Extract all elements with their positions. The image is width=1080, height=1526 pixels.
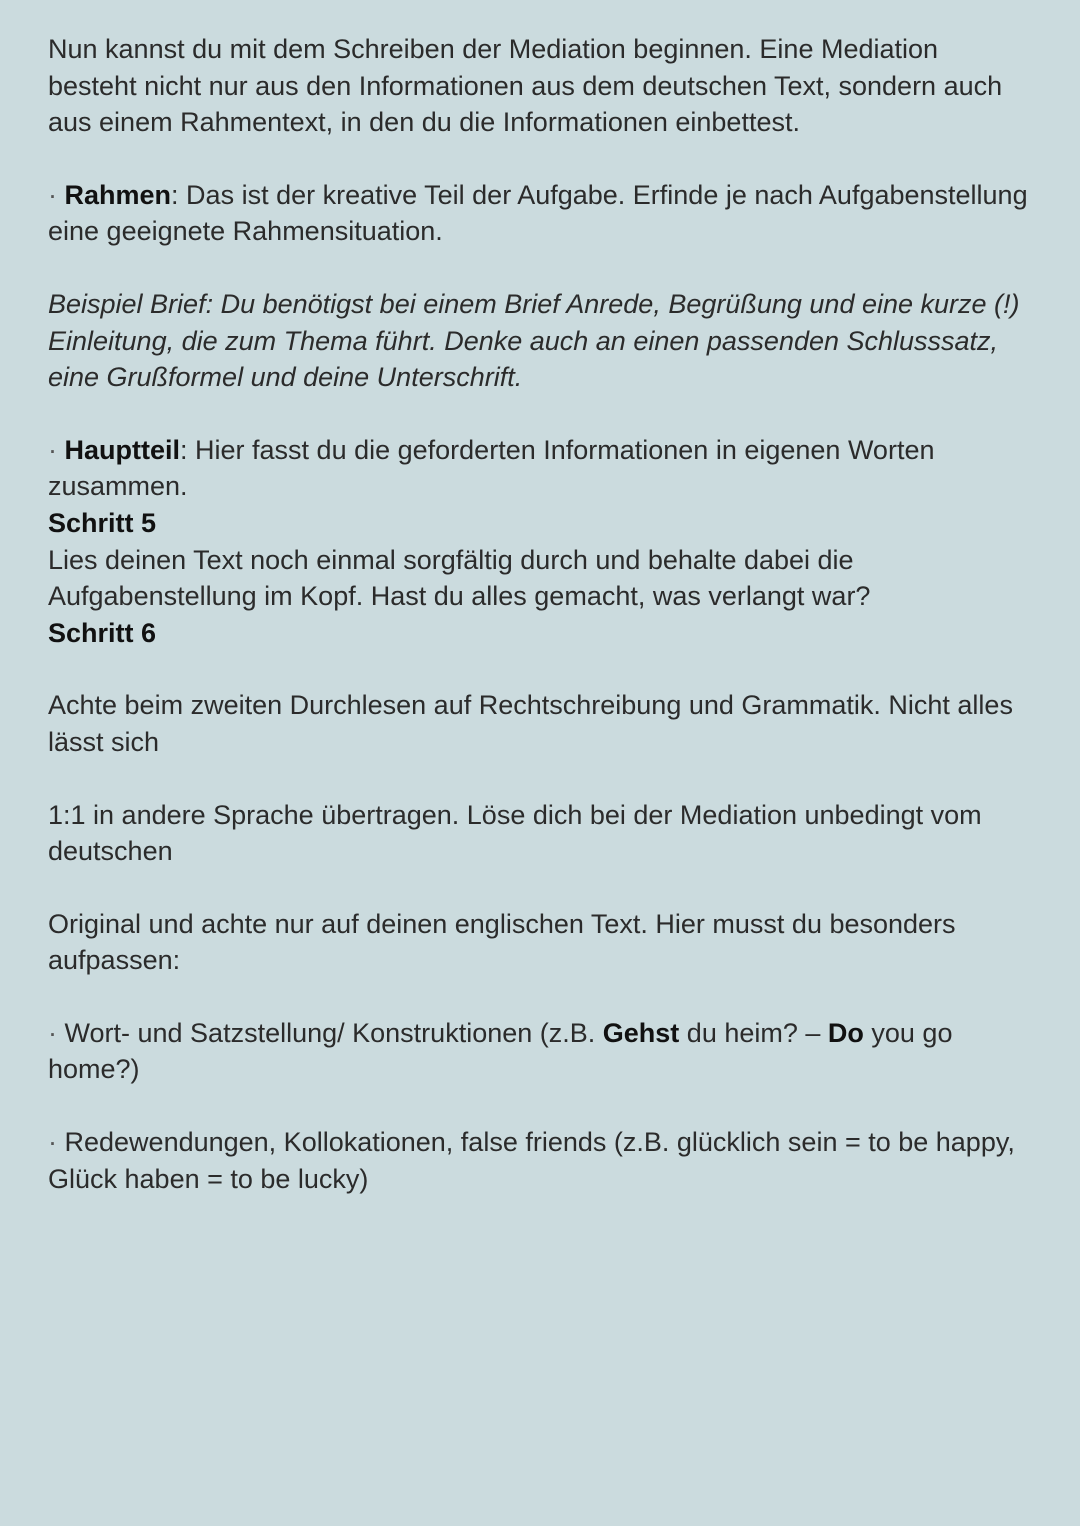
schritt6-paragraph-3: Original und achte nur auf deinen englischen Text. Hier musst du besonders aufpassen: xyxy=(48,908,956,976)
bullet-dot: · xyxy=(48,1017,57,1048)
rahmen-term: Rahmen xyxy=(64,179,172,210)
rahmen-bullet xyxy=(48,177,1032,250)
tip-idioms xyxy=(48,1124,1032,1197)
tip1-mid: du heim? – xyxy=(679,1017,828,1048)
schritt5-heading: Schritt 5 xyxy=(48,507,157,538)
tip-word-order xyxy=(48,1015,1032,1088)
hauptteil-term: Hauptteil xyxy=(64,434,181,465)
rahmen-text: : Das ist der kreative Teil der Aufgabe. Erfinde je nach Aufgabenstellung eine geeignete Rahmensituation. xyxy=(48,179,1028,247)
schritt5-paragraph: Lies deinen Text noch einmal sorgfältig durch und behalte dabei die Aufgabenstellung im Kopf. Hast du alles gemacht, was verlangt war? xyxy=(48,544,871,612)
schritt6-heading: Schritt 6 xyxy=(48,617,157,648)
tip2-text: Redewendungen, Kollokationen, false friends (z.B. glücklich sein = to be happy, Glück haben = to be lucky) xyxy=(48,1127,1015,1194)
tip1-bold-gehst: Gehst xyxy=(602,1017,680,1048)
schritt6-paragraph-2: 1:1 in andere Sprache übertragen. Löse dich bei der Mediation unbedingt vom deutschen xyxy=(48,799,982,867)
bullet-dot: · xyxy=(48,179,57,210)
hauptteil-text: : Hier fasst du die geforderten Informationen in eigenen Worten zusammen. xyxy=(48,434,935,502)
bullet-dot: · xyxy=(48,1127,57,1158)
intro-paragraph: Nun kannst du mit dem Schreiben der Mediation beginnen. Eine Mediation besteht nicht nur aus den Informationen aus dem deutschen Text, sondern auch aus einem Rahmentext, in den du die Informationen einbettest. xyxy=(48,34,1003,138)
schritt6-paragraph-1: Achte beim zweiten Durchlesen auf Rechtschreibung und Grammatik. Nicht alles lässt sich xyxy=(48,690,1013,757)
tip1-post: you go home?) xyxy=(48,1017,953,1085)
beispiel-paragraph: Beispiel Brief: Du benötigst bei einem Brief Anrede, Begrüßung und eine kurze (!) Einleitung, die zum Thema führt. Denke auch an einen passenden Schlusssatz, eine Grußformel und deine Unterschrift. xyxy=(48,288,1020,393)
tip1-pre: Wort- und Satzstellung/ Konstruktionen (z.B. xyxy=(57,1017,603,1048)
hauptteil-bullet xyxy=(48,432,1032,505)
bullet-dot: · xyxy=(48,434,57,465)
tip1-bold-do: Do xyxy=(827,1017,864,1048)
